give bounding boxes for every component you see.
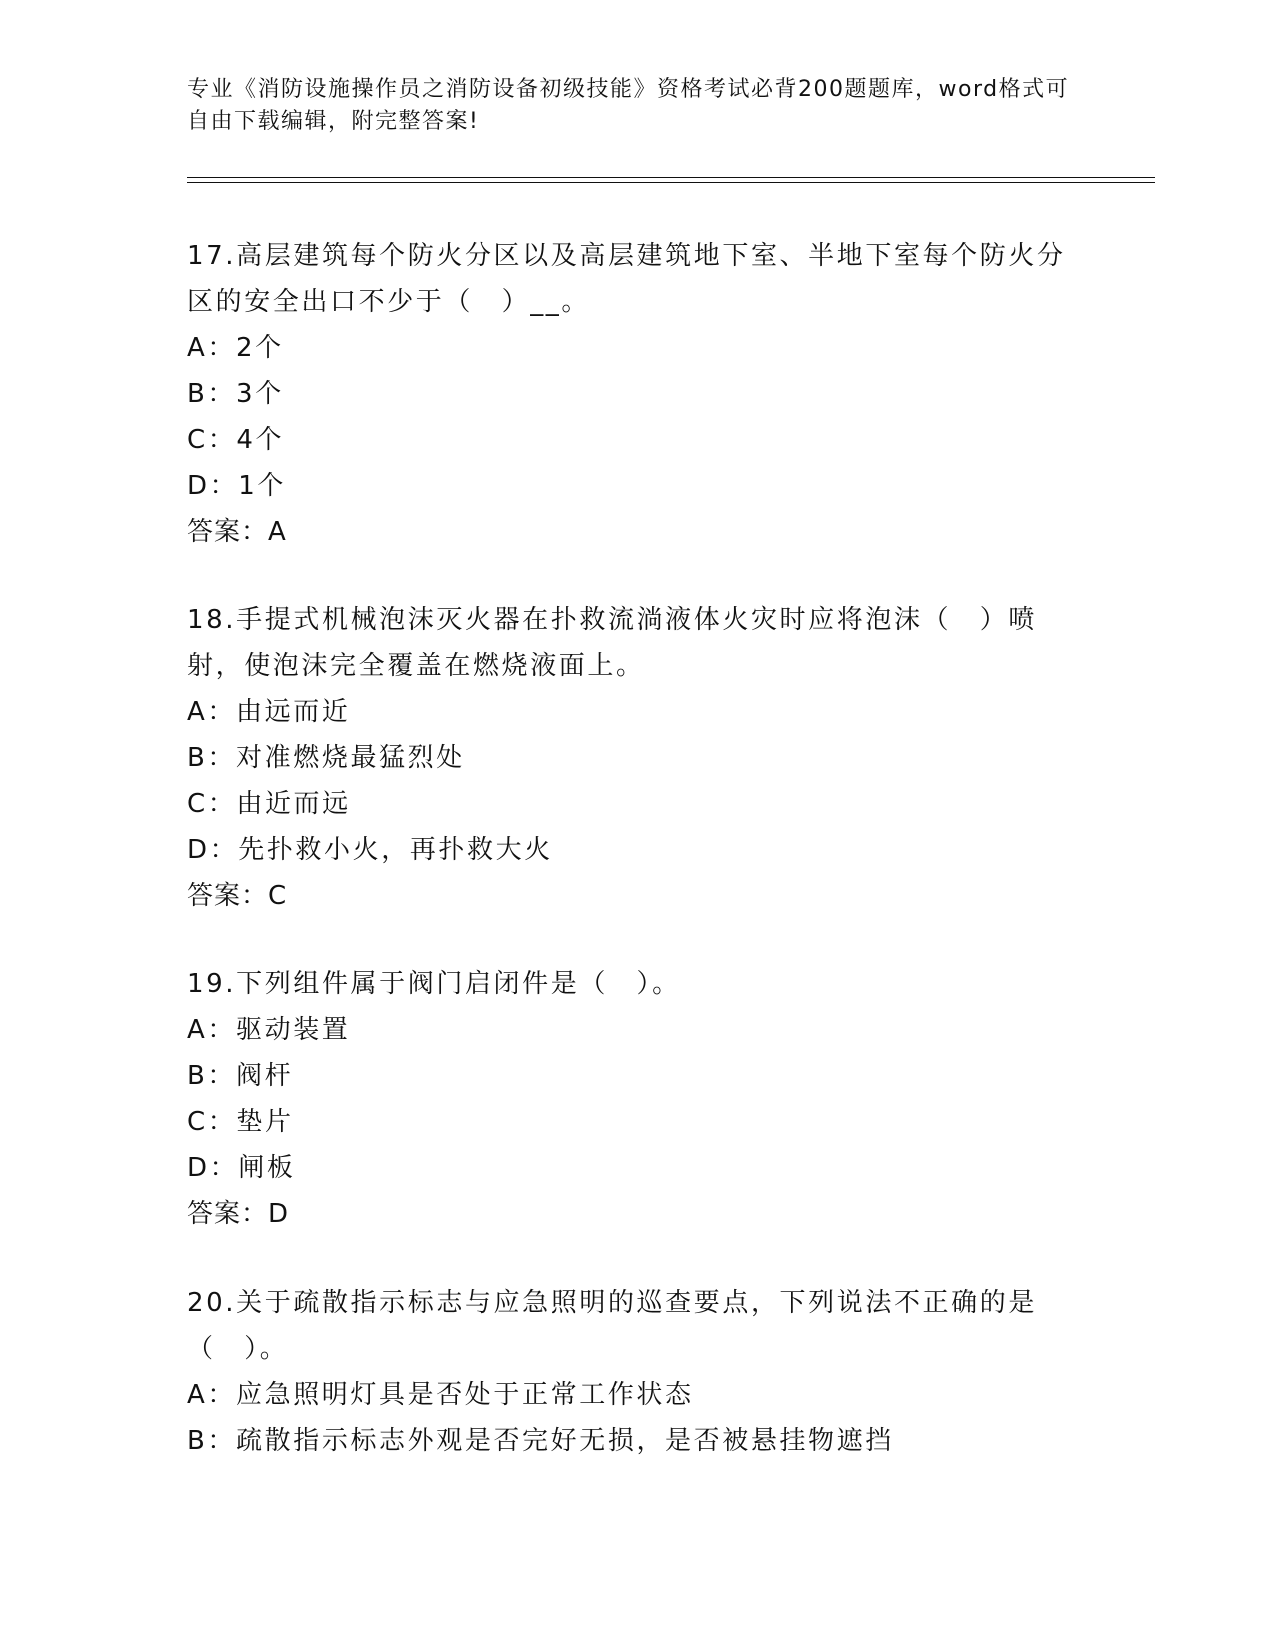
option-letter: B： — [187, 1061, 237, 1091]
option-letter: C： — [187, 1107, 237, 1137]
option-c — [187, 1099, 1087, 1145]
document-header: 专业《消防设施操作员之消防设备初级技能》资格考试必背200题题库，word格式可自由下载编辑，附完整答案! — [187, 77, 1070, 134]
option-text: 1个 — [238, 471, 286, 501]
answer-line: 答案：A — [187, 517, 287, 547]
option-a — [187, 325, 1087, 371]
question-19 — [187, 961, 1087, 1237]
option-text: 垫片 — [236, 1107, 294, 1137]
option-letter: B： — [187, 743, 237, 773]
header-divider-top — [187, 177, 1155, 178]
option-a — [187, 1372, 1087, 1418]
option-letter: B： — [187, 379, 237, 409]
header-divider-bottom — [187, 182, 1155, 183]
answer-line: 答案：D — [187, 1199, 290, 1229]
option-a — [187, 1007, 1087, 1053]
option-letter: A： — [187, 333, 236, 363]
option-letter: A： — [187, 1015, 236, 1045]
option-text: 3个 — [236, 379, 284, 409]
question-stem: 17.高层建筑每个防火分区以及高层建筑地下室、半地下室每个防火分区的安全出口不少于（ ）__。 — [187, 241, 1066, 317]
option-letter: D： — [187, 1153, 239, 1183]
option-b — [187, 371, 1087, 417]
question-stem: 19.下列组件属于阀门启闭件是（ ）。 — [187, 969, 681, 999]
option-letter: A： — [187, 1380, 236, 1410]
option-d — [187, 827, 1087, 873]
option-b — [187, 1418, 1087, 1464]
option-text: 阀杆 — [236, 1061, 294, 1091]
option-b — [187, 735, 1087, 781]
option-letter: C： — [187, 789, 237, 819]
option-letter: B： — [187, 1426, 237, 1456]
option-d — [187, 1145, 1087, 1191]
option-text: 闸板 — [238, 1153, 296, 1183]
question-stem: 20.关于疏散指示标志与应急照明的巡查要点，下列说法不正确的是（ ）。 — [187, 1288, 1037, 1364]
answer-line: 答案：C — [187, 881, 288, 911]
option-letter: C： — [187, 425, 237, 455]
option-c — [187, 781, 1087, 827]
option-d — [187, 463, 1087, 509]
question-20 — [187, 1280, 1087, 1464]
option-text: 应急照明灯具是否处于正常工作状态 — [236, 1380, 694, 1410]
option-text: 驱动装置 — [236, 1015, 351, 1045]
option-text: 对准燃烧最猛烈处 — [236, 743, 465, 773]
option-text: 由远而近 — [236, 697, 351, 727]
option-text: 由近而远 — [236, 789, 351, 819]
option-text: 2个 — [236, 333, 284, 363]
option-letter: A： — [187, 697, 236, 727]
question-17 — [187, 233, 1087, 555]
question-18 — [187, 597, 1087, 919]
option-b — [187, 1053, 1087, 1099]
question-stem: 18.手提式机械泡沫灭火器在扑救流淌液体火灾时应将泡沫（ ）喷射，使泡沫完全覆盖在燃烧液面上。 — [187, 605, 1037, 681]
option-text: 先扑救小火，再扑救大火 — [238, 835, 553, 865]
option-a — [187, 689, 1087, 735]
option-text: 疏散指示标志外观是否完好无损，是否被悬挂物遮挡 — [236, 1426, 894, 1456]
option-letter: D： — [187, 471, 239, 501]
option-letter: D： — [187, 835, 239, 865]
option-c — [187, 417, 1087, 463]
option-text: 4个 — [236, 425, 285, 455]
